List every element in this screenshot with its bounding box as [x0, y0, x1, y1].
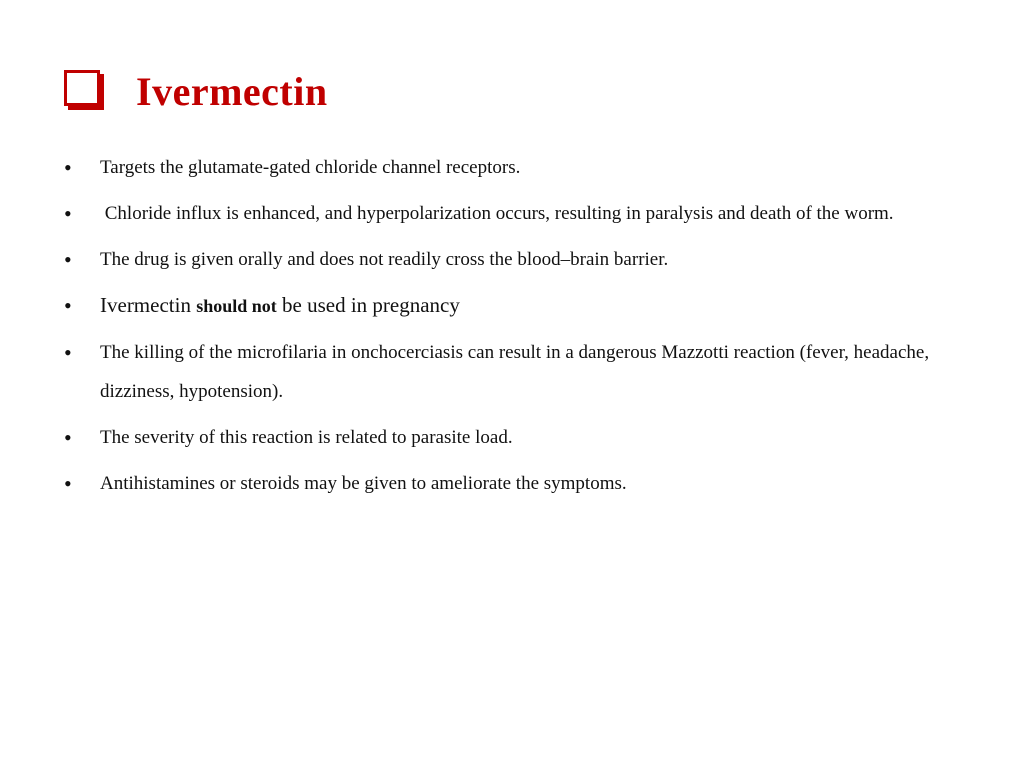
square-checkbox-icon	[64, 70, 104, 110]
bullet-item	[62, 148, 962, 187]
bullet-item	[62, 333, 962, 411]
bullet-list	[62, 148, 962, 503]
bullet-text: Chloride influx is enhanced, and hyperpolarization occurs, resulting in paralysis and death of the worm.	[100, 203, 894, 224]
bullet-text: The severity of this reaction is related to parasite load.	[100, 427, 513, 448]
bullet-text: Targets the glutamate-gated chloride channel receptors.	[100, 157, 521, 178]
bullet-item	[62, 418, 962, 457]
bullet-text-bold: should not	[196, 296, 277, 316]
bullet-item	[62, 240, 962, 279]
bullet-item	[62, 464, 962, 503]
slide-title: Ivermectin	[136, 69, 328, 114]
bullet-icon: •	[64, 247, 72, 272]
bullet-icon: •	[64, 425, 72, 450]
bullet-icon: •	[64, 340, 72, 365]
slide-title-row	[64, 64, 328, 115]
bullet-text: Antihistamines or steroids may be given to ameliorate the symptoms.	[100, 473, 627, 494]
bullet-item	[62, 194, 962, 233]
bullet-text-pre: Ivermectin	[100, 293, 197, 317]
bullet-icon: •	[64, 201, 72, 226]
bullet-text-post: be used in pregnancy	[276, 293, 460, 317]
bullet-item	[62, 286, 962, 326]
bullet-icon: •	[64, 471, 72, 496]
bullet-text: The killing of the microfilaria in onchocerciasis can result in a dangerous Mazzotti reaction (fever, headache, dizziness, hypotension).	[100, 342, 930, 402]
bullet-icon: •	[64, 293, 72, 318]
bullet-icon: •	[64, 155, 72, 180]
bullet-text: The drug is given orally and does not readily cross the blood–brain barrier.	[100, 249, 669, 270]
